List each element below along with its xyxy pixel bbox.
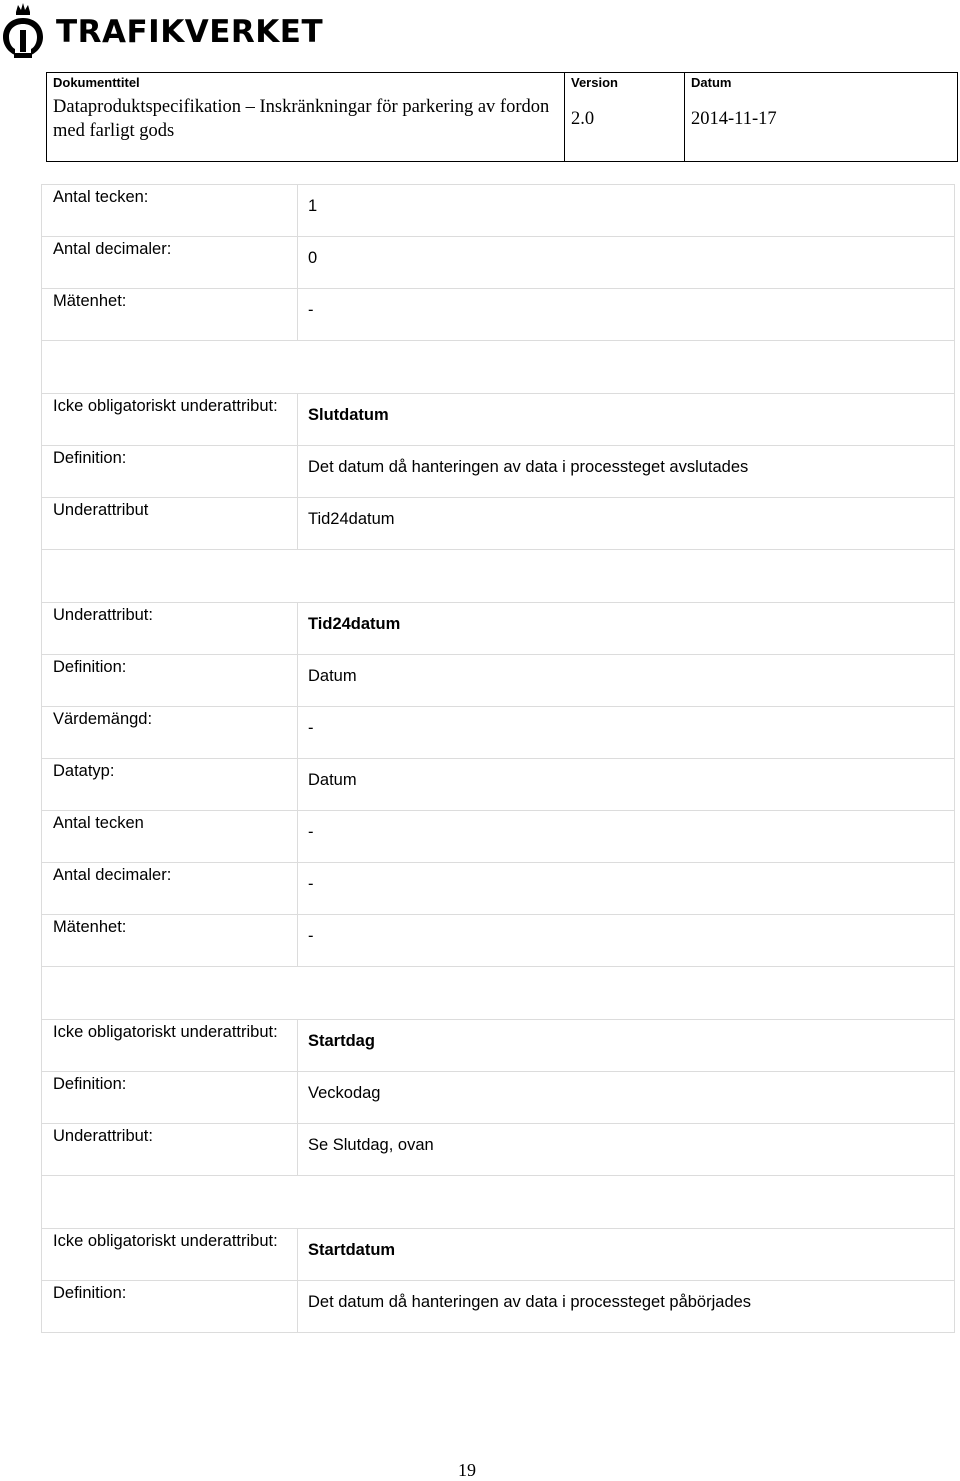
table-row <box>42 1072 955 1124</box>
attribute-key: Antal decimaler: <box>42 863 298 915</box>
table-row <box>42 289 955 341</box>
attribute-value: Slutdatum <box>298 394 955 446</box>
logo-text: TRAFIKVERKET <box>56 14 324 50</box>
attribute-key: Definition: <box>42 1281 298 1333</box>
table-row <box>42 811 955 863</box>
table-row <box>42 237 955 289</box>
attribute-key: Definition: <box>42 446 298 498</box>
attribute-key: Icke obligatoriskt underattribut: <box>42 1229 298 1281</box>
version-cell <box>565 73 685 161</box>
spacer-cell <box>42 1176 955 1229</box>
attribute-key: Mätenhet: <box>42 915 298 967</box>
attribute-key: Underattribut: <box>42 1124 298 1176</box>
spacer-cell <box>42 341 955 394</box>
table-row <box>42 915 955 967</box>
attribute-value: Se Slutdag, ovan <box>298 1124 955 1176</box>
version-value: 2.0 <box>571 109 595 129</box>
attribute-value: - <box>298 811 955 863</box>
spacer-cell <box>42 967 955 1020</box>
table-row <box>42 185 955 237</box>
attribute-value: - <box>298 707 955 759</box>
version-label: Version <box>571 75 618 90</box>
date-label: Datum <box>691 75 732 90</box>
attribute-key: Mätenhet: <box>42 289 298 341</box>
attribute-key: Antal decimaler: <box>42 237 298 289</box>
attribute-key: Antal tecken: <box>42 185 298 237</box>
attribute-key: Antal tecken <box>42 811 298 863</box>
table-row <box>42 759 955 811</box>
attribute-key: Definition: <box>42 1072 298 1124</box>
doc-title: Dataproduktspecifikation – Inskränkningar för parkering av fordon med farligt gods <box>53 97 550 141</box>
date-cell <box>685 73 957 161</box>
attribute-key: Värdemängd: <box>42 707 298 759</box>
date-value: 2014-11-17 <box>691 109 777 129</box>
attribute-value: - <box>298 289 955 341</box>
page-number: 19 <box>458 1460 476 1480</box>
attribute-value: Tid24datum <box>298 603 955 655</box>
attribute-value: Veckodag <box>298 1072 955 1124</box>
crown-emblem-icon <box>0 0 46 60</box>
spacer-row <box>42 550 955 603</box>
table-row <box>42 1281 955 1333</box>
table-row <box>42 655 955 707</box>
table-row <box>42 394 955 446</box>
attribute-value: 0 <box>298 237 955 289</box>
attribute-key: Datatyp: <box>42 759 298 811</box>
spacer-row <box>42 967 955 1020</box>
table-row <box>42 603 955 655</box>
table-row <box>42 863 955 915</box>
spacer-row <box>42 1176 955 1229</box>
attribute-value: Tid24datum <box>298 498 955 550</box>
attribute-key: Underattribut <box>42 498 298 550</box>
attribute-value: - <box>298 915 955 967</box>
attribute-key: Definition: <box>42 655 298 707</box>
attribute-value: 1 <box>298 185 955 237</box>
attribute-key: Underattribut: <box>42 603 298 655</box>
attribute-value: Startdatum <box>298 1229 955 1281</box>
table-row <box>42 498 955 550</box>
attribute-table <box>41 184 955 1333</box>
attribute-value: Datum <box>298 759 955 811</box>
table-row <box>42 1124 955 1176</box>
table-row <box>42 1229 955 1281</box>
attribute-value: Det datum då hanteringen av data i processteget avslutades <box>298 446 955 498</box>
document-header <box>46 72 958 162</box>
attribute-value: Startdag <box>298 1020 955 1072</box>
attribute-value: - <box>298 863 955 915</box>
table-row <box>42 1020 955 1072</box>
doc-title-cell <box>47 73 565 161</box>
doc-title-label: Dokumenttitel <box>53 75 140 90</box>
table-row <box>42 446 955 498</box>
table-row <box>42 707 955 759</box>
spacer-row <box>42 341 955 394</box>
spacer-cell <box>42 550 955 603</box>
attribute-key: Icke obligatoriskt underattribut: <box>42 1020 298 1072</box>
attribute-value: Datum <box>298 655 955 707</box>
trafikverket-logo <box>0 0 323 60</box>
attribute-key: Icke obligatoriskt underattribut: <box>42 394 298 446</box>
attribute-value: Det datum då hanteringen av data i processteget påbörjades <box>298 1281 955 1333</box>
